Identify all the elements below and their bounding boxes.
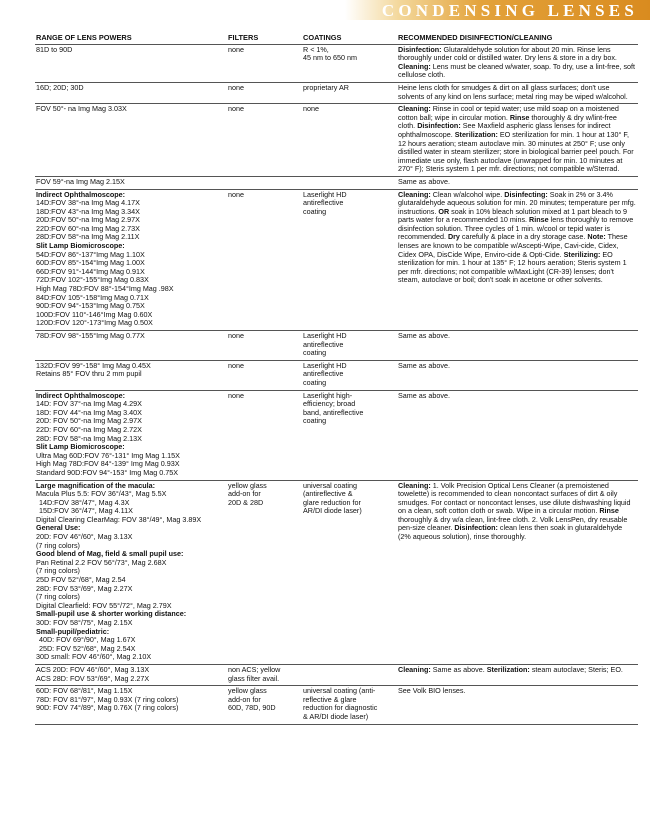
- range-line: 16D; 20D; 30D: [36, 82, 84, 92]
- range-line: 25D: FOV 52°/68°, Mag 2.54X: [39, 643, 136, 653]
- range-line: ACS 20D: FOV 46°/60°, Mag 3.13X: [36, 664, 150, 674]
- cell-filters: none: [227, 44, 302, 82]
- recommended-text: steam autoclave; Steris; EO.: [529, 664, 623, 674]
- range-line: Standard 90D:FOV 94°-153° Img Mag 0.75X: [36, 467, 178, 477]
- cell-coatings: proprietary AR: [302, 82, 397, 103]
- range-line: 20D:FOV 50°-na Img Mag 2.97X: [36, 215, 140, 225]
- cell-recommended: [397, 82, 638, 103]
- cell-coatings: Laserlight high- efficiency; broad band, antireflective coating: [302, 390, 397, 480]
- range-group-heading: Slit Lamp Biomicroscope:: [36, 442, 125, 452]
- range-group-heading: Indirect Ophthalmoscope:: [36, 390, 126, 400]
- recommended-text: Heine lens cloth for smudges & dirt on all glass surfaces; don't use solvents of any kind on lens surface; metal ring may be wiped w/alcohol.: [398, 82, 628, 101]
- range-line: 60D:FOV 85°-154°Img Mag 1.00X: [36, 258, 145, 268]
- range-line: 22D:FOV 60°-na Img Mag 2.73X: [36, 223, 140, 233]
- range-line: 60D: FOV 68°/81°, Mag 1.15X: [36, 686, 133, 696]
- range-group-heading: Slit Lamp Biomicroscope:: [36, 241, 125, 251]
- section-banner: [345, 0, 650, 20]
- range-line: Macula Plus 5.5: FOV 36°/43°, Mag 5.5X: [36, 489, 167, 499]
- recommended-text: carefully & place in a dry storage case.: [459, 232, 588, 242]
- cell-recommended: [397, 176, 638, 189]
- range-line: 100D:FOV 110°-146°Img Mag 0.60X: [36, 309, 153, 319]
- recommended-text: Same as above.: [430, 664, 487, 674]
- cell-range: [35, 189, 227, 331]
- cell-filters: none: [227, 360, 302, 390]
- recommended-text: See Maxfield aspheric glass lenses for indirect ophthalmoscope.: [398, 121, 611, 139]
- range-line: ACS 28D: FOV 53°/69°, Mag 2.27X: [36, 673, 150, 683]
- range-line: (7 ring colors): [36, 540, 80, 550]
- cell-coatings: universal coating (antireflective & glare reduction for AR/DI diode laser): [302, 480, 397, 664]
- cell-coatings: [302, 664, 397, 685]
- cell-filters: non ACS; yellow glass filter avail.: [227, 664, 302, 685]
- recommended-text: Same as above.: [398, 331, 450, 340]
- recommended-label: OR: [438, 206, 450, 216]
- table-header-row: [35, 34, 638, 44]
- table-row: [35, 331, 638, 361]
- recommended-label: Disinfection:: [417, 121, 461, 131]
- range-line: 78D: FOV 81°/97°, Mag 0.93X (7 ring colors): [36, 694, 179, 704]
- cell-filters: none: [227, 82, 302, 103]
- recommended-label: Disinfection:: [398, 44, 442, 54]
- cell-recommended: [397, 390, 638, 480]
- recommended-text: thoroughly & dry w/lint-free cloth.: [398, 112, 617, 131]
- cell-coatings: none: [302, 104, 397, 177]
- range-group-heading: Indirect Ophthalmoscope:: [36, 189, 126, 199]
- range-line: High Mag 78D:FOV 84°-139° Img Mag 0.93X: [36, 459, 180, 469]
- cell-coatings: Laserlight HD antireflective coating: [302, 360, 397, 390]
- range-line: High Mag 78D:FOV 88°-154°Img Mag .98X: [36, 284, 174, 294]
- recommended-label: Cleaning:: [398, 61, 431, 71]
- recommended-label: Cleaning:: [398, 104, 431, 114]
- range-line: 18D: FOV 44°-na Img Mag 3.40X: [36, 407, 142, 417]
- header-range: RANGE OF LENS POWERS: [35, 34, 227, 44]
- recommended-text: Clean w/alcohol wipe.: [430, 189, 505, 199]
- cell-filters: none: [227, 390, 302, 480]
- range-line: 22D: FOV 60°-na Img Mag 2.72X: [36, 424, 142, 434]
- header-filters: FILTERS: [227, 34, 302, 44]
- range-line: 132D:FOV 99°-158° Img Mag 0.45X: [36, 360, 151, 370]
- table-row: [35, 82, 638, 103]
- table-body: [35, 44, 638, 724]
- range-group-heading: Small-pupil use & shorter working distance:: [36, 609, 187, 619]
- table-row: [35, 176, 638, 189]
- range-group-heading: Small-pupil/pediatric:: [36, 626, 110, 636]
- cell-filters: none: [227, 331, 302, 361]
- range-line: 20D: FOV 46°/60°, Mag 3.13X: [36, 532, 133, 542]
- cell-filters: yellow glass add-on for 20D & 28D: [227, 480, 302, 664]
- recommended-text: EO sterilization for min. 1 hour at 135° F; 12 hours aeration; Steris system 1 per mfr. directions; not compatible w/MaxLight (CR-39) lenses; don't steam, autoclave or boil; don't soak in acetone or other solvents.: [398, 249, 627, 285]
- recommended-label: Rinse: [599, 506, 619, 516]
- recommended-text: Same as above.: [398, 390, 450, 400]
- table-row: [35, 189, 638, 331]
- recommended-label: Cleaning:: [398, 189, 431, 199]
- range-line: 120D:FOV 120°-173°Img Mag 0.50X: [36, 318, 153, 328]
- range-line: 14D:FOV 38°/47°, Mag 4.3X: [39, 497, 130, 507]
- cell-recommended: [397, 664, 638, 685]
- cell-range: [35, 480, 227, 664]
- cell-recommended: [397, 480, 638, 664]
- range-line: 72D:FOV 102°-155°Img Mag 0.83X: [36, 275, 149, 285]
- recommended-text: Soak in 2% or 3.4% glutaraldehyde aqueous solution for min. 20 minutes; temperature per mfg. instructions.: [398, 189, 636, 216]
- range-line: (7 ring colors): [36, 566, 80, 576]
- range-line: Digital Clearfield: FOV 55°/72°, Mag 2.79X: [36, 600, 172, 610]
- recommended-text: 1. Volk Precision Optical Lens Cleaner (a premoistened towelette) is recommended to clean noncontact surfaces of dirt & oily smudges. For contact or noncontact lenses, use dilute dishwashing liquid on a clean, soft cotton cloth or swab. Wipe in a circular motion.: [398, 480, 631, 516]
- cell-filters: none: [227, 189, 302, 331]
- table-row: [35, 44, 638, 82]
- table-row: [35, 104, 638, 177]
- recommended-text: Same as above.: [398, 360, 450, 370]
- range-group-heading: General Use:: [36, 523, 81, 533]
- cell-filters: none: [227, 104, 302, 177]
- range-line: Pan Retinal 2.2 FOV 56°/73°, Mag 2.68X: [36, 557, 167, 567]
- banner-title: CONDENSING LENSES: [381, 1, 638, 20]
- recommended-text: soak in 10% bleach solution mixed at 1 part bleach to 9 parts water for a recommended 10 mins.: [398, 206, 627, 225]
- cell-recommended: [397, 360, 638, 390]
- cell-range: [35, 176, 227, 189]
- recommended-text: These lenses are known to be compatible w/Ascepti-Wipe, Cavi-cide, Cidex, Cidex OPA, DisCide Wipe, Enviro-cide & Opti-Cide.: [398, 232, 628, 259]
- table-row: [35, 686, 638, 724]
- cell-range: [35, 331, 227, 361]
- range-line: 90D: FOV 74°/89°, Mag 0.76X (7 ring colors): [36, 703, 179, 713]
- range-line: 54D:FOV 86°-137°Img Mag 1.10X: [36, 249, 145, 259]
- lens-table: [35, 34, 638, 725]
- range-line: FOV 59°-na Img Mag 2.15X: [36, 176, 125, 186]
- recommended-text: See Volk BIO lenses.: [398, 686, 466, 696]
- cell-recommended: [397, 686, 638, 724]
- range-line: 28D:FOV 58°-na Img Mag 2.11X: [36, 232, 140, 242]
- recommended-text: thoroughly & dry w/a clean, lint-free cloth. 2. Volk LensPen, dry reusable pen-size cleaner.: [398, 514, 628, 533]
- recommended-label: Sterilization:: [486, 664, 530, 674]
- table-row: [35, 664, 638, 685]
- cell-range: [35, 664, 227, 685]
- range-group-heading: Large magnification of the macula:: [36, 480, 156, 490]
- cell-range: [35, 82, 227, 103]
- cell-range: [35, 104, 227, 177]
- recommended-label: Rinse: [529, 215, 549, 225]
- range-line: 14D:FOV 38°-na Img Mag 4.17X: [36, 198, 140, 208]
- recommended-text: lens thoroughly to remove disinfection solution. Three cycles of 1 min. w/cool or tepid water is recommended.: [398, 215, 634, 242]
- recommended-label: Disinfection:: [454, 523, 498, 533]
- cell-recommended: [397, 104, 638, 177]
- header-coatings: COATINGS: [302, 34, 397, 44]
- table-row: [35, 480, 638, 664]
- recommended-text: Glutaraldehyde solution for about 20 min. Rinse lens thoroughly under cold or distilled water. Dry lens & store in a dry box.: [398, 44, 617, 63]
- range-line: (7 ring colors): [36, 592, 80, 602]
- range-line: Ultra Mag 60D:FOV 76°-131° Img Mag 1.15X: [36, 450, 180, 460]
- range-line: 14D: FOV 37°-na Img Mag 4.29X: [36, 399, 142, 409]
- recommended-label: Note:: [587, 232, 606, 242]
- cell-recommended: [397, 189, 638, 331]
- range-line: 30D: FOV 58°/75°, Mag 2.15X: [36, 618, 133, 627]
- recommended-text: EO sterilization for min. 1 hour at 130° F, 12 hours aeration; steam autoclave min. 30 minutes at 250° F; use only distilled water in steam sterilizer; store in biological barrier peel pouch. For immediate use only, flash autoclave (unwrapped for min. 10 minutes at 270° F); Steris system 1 per mfr. directions; not compatible w/Sterrad.: [398, 129, 634, 174]
- range-line: 84D:FOV 105°-158°Img Mag 0.71X: [36, 292, 149, 302]
- table-row: [35, 390, 638, 480]
- range-line: 28D: FOV 53°/69°, Mag 2.27X: [36, 583, 133, 593]
- recommended-label: Disinfecting:: [504, 189, 548, 199]
- range-line: 20D: FOV 50°-na Img Mag 2.97X: [36, 416, 142, 426]
- range-line: 25D FOV 52°/68°, Mag 2.54: [36, 575, 126, 585]
- cell-filters: yellow glass add-on for 60D, 78D, 90D: [227, 686, 302, 724]
- cell-filters: [227, 176, 302, 189]
- range-line: FOV 50°- na Img Mag 3.03X: [36, 104, 127, 114]
- cell-range: [35, 360, 227, 390]
- range-line: Retains 85° FOV thru 2 mm pupil: [36, 369, 142, 379]
- range-line: 18D:FOV 43°-na Img Mag 3.34X: [36, 206, 140, 216]
- recommended-text: Lens must be cleaned w/water, soap. To dry, use a lint-free, soft cellulose cloth.: [398, 61, 636, 80]
- range-line: Digital Clearing ClearMag: FOV 38°/49°, Mag 3.89X: [36, 514, 202, 524]
- range-line: 40D: FOV 69°/90°, Mag 1.67X: [39, 635, 136, 645]
- range-group-heading: Good blend of Mag, field & small pupil use:: [36, 549, 184, 559]
- recommended-text: Same as above.: [398, 176, 450, 186]
- range-line: 30D small: FOV 46°/60°, Mag 2.10X: [36, 652, 152, 662]
- cell-range: [35, 390, 227, 480]
- range-line: 66D:FOV 91°-144°Img Mag 0.91X: [36, 266, 145, 276]
- cell-coatings: R < 1%, 45 nm to 650 nm: [302, 44, 397, 82]
- recommended-label: Sterilizing:: [563, 249, 601, 259]
- recommended-text: clean lens then soak in glutaraldehyde (2% aqueous solution), rinse thoroughly.: [398, 523, 623, 542]
- cell-coatings: Laserlight HD antireflective coating: [302, 189, 397, 331]
- cell-range: [35, 686, 227, 724]
- range-line: 78D:FOV 98°-155°Img Mag 0.77X: [36, 331, 145, 340]
- range-line: 81D to 90D: [36, 44, 73, 54]
- recommended-label: Sterilization:: [454, 129, 498, 139]
- range-line: 15D:FOV 36°/47°, Mag 4.11X: [39, 506, 133, 516]
- cell-coatings: universal coating (anti- reflective & glare reduction for diagnostic & AR/DI diode laser): [302, 686, 397, 724]
- recommended-label: Rinse: [509, 112, 530, 122]
- recommended-label: Cleaning:: [398, 480, 431, 490]
- cell-recommended: [397, 331, 638, 361]
- recommended-label: Cleaning:: [398, 664, 431, 674]
- cell-recommended: [397, 44, 638, 82]
- recommended-label: Dry: [447, 232, 460, 242]
- cell-coatings: [302, 176, 397, 189]
- header-recommended: RECOMMENDED DISINFECTION/CLEANING: [397, 34, 638, 44]
- cell-coatings: Laserlight HD antireflective coating: [302, 331, 397, 361]
- cell-range: [35, 44, 227, 82]
- range-line: 90D:FOV 94°-153°Img Mag 0.75X: [36, 301, 145, 311]
- recommended-text: Rinse in cool or tepid water; use mild soap on a moistened cotton ball; wipe in circular motion.: [398, 104, 619, 122]
- table-row: [35, 360, 638, 390]
- range-line: 28D: FOV 58°-na Img Mag 2.13X: [36, 433, 142, 443]
